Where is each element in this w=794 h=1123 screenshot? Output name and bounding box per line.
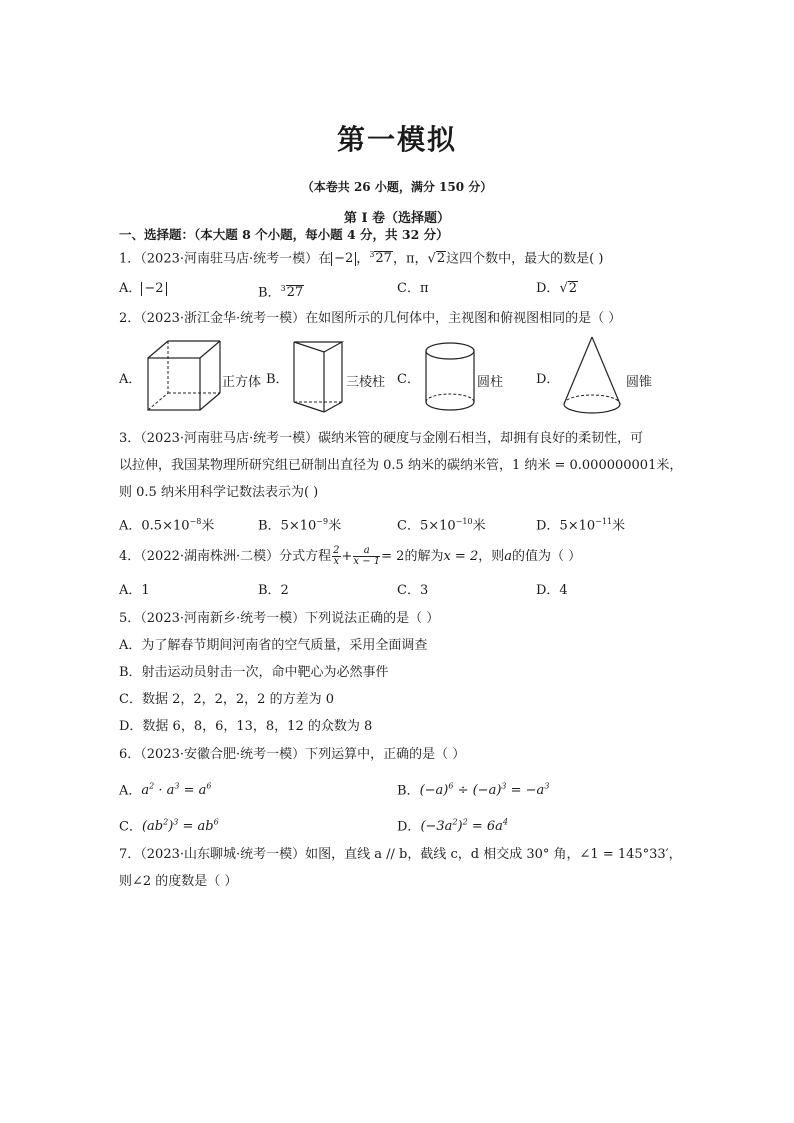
q4-option-a[interactable]: A．1 [119,583,150,598]
q4-frac1-den: x [333,556,340,567]
q6-d-expr: $(-3a^2)^2 = 6a^4$ [420,818,508,835]
q6-option-d[interactable] [397,814,508,836]
q1-a-label: A． [119,281,142,296]
q1-d-sqrt-symbol: √ [559,281,568,296]
q4-eq: = 2 [381,549,405,564]
q6-d-label: D． [397,819,421,835]
q2-a-text: 正方体 [222,375,262,390]
q2-option-d-label[interactable]: D． [536,372,560,387]
q5-option-b[interactable]: B．射击运动员射击一次，命中靶心为必然事件 [119,665,389,680]
q1-b-value: 27 [286,285,304,301]
q4-option-d[interactable]: D．4 [536,583,568,598]
q1-sep-3: ， [414,251,428,267]
question-5-stem: 5．（2023·河南新乡·统考一模）下列说法正确的是（ ） [119,611,440,626]
q1-cube-root: 27 [375,251,392,267]
q3-b-base: 5×10 [280,518,317,534]
q1-d-value: 2 [568,281,578,296]
q3-d-base: 5×10 [559,518,596,534]
q2-option-c-label[interactable]: C． [397,372,420,387]
q4-fraction-2 [353,546,380,567]
q1-b-index: 3 [280,284,286,293]
q4-frac2-den: x − 1 [353,556,381,567]
q1-sep-2: ， [392,251,406,267]
question-1-stem [119,246,603,268]
q6-option-c[interactable] [119,814,219,836]
q5-option-d[interactable]: D．数据 6，8，6，13，8，12 的众数为 8 [119,719,373,734]
page-title: 第一模拟 [336,123,457,156]
q4-option-b[interactable]: B．2 [258,583,289,598]
q3-a-unit: 米 [201,518,215,534]
q6-option-b[interactable] [397,778,549,800]
q1-b-label: B． [258,285,281,301]
q4-frac1-num: 2 [333,545,340,556]
q3-a-label: A． [119,518,142,534]
q1-cube-root-index: 3 [369,250,375,259]
q1-sqrt: 2 [436,251,446,267]
q3-option-c[interactable] [397,513,486,535]
q3-d-unit: 米 [612,518,626,534]
q1-option-b[interactable] [258,280,304,302]
q3-d-label: D． [536,518,560,534]
q2-option-b-label[interactable]: B． [266,372,289,387]
question-6-stem: 6．（2023·安徽合肥·统考一模）下列运算中，正确的是（ ） [119,747,466,762]
q2-b-text: 三棱柱 [346,375,386,390]
q2-d-text: 圆锥 [626,375,653,390]
q1-abs-value: −2 [331,252,356,266]
q6-c-expr: $(ab^2)^3 = ab^6$ [141,818,219,835]
q1-pi: π [405,251,415,267]
q3-a-base: 0.5×10 [141,518,190,534]
q3-b-exp: −9 [316,517,329,526]
q4-stem-b: 的解为 [404,549,444,564]
q1-c-label: C． [397,281,420,296]
q2-c-text: 圆柱 [477,375,504,390]
cube-figure [145,338,223,414]
q3-option-a[interactable] [119,513,214,535]
section-heading: 一、选择题：（本大题 8 个小题，每小题 4 分，共 32 分） [119,227,449,242]
triangular-prism-figure [290,338,346,418]
q4-solution: x = 2 [443,549,479,564]
q4-stem-a: 4．（2022·湖南株洲·二模）分式方程 [119,549,332,564]
q6-c-label: C． [119,819,142,835]
q3-a-exp: −8 [189,517,202,526]
question-2-stem: 2．（2023·浙江金华·统考一模）在如图所示的几何体中，主视图和俯视图相同的是（ ） [119,311,622,326]
q4-stem-d: 的值为（ ） [512,549,582,564]
question-3-line-3: 则 0.5 纳米用科学记数法表示为( ) [119,485,319,500]
q1-a-value: −2 [141,282,166,296]
q1-sqrt-symbol: √ [427,251,436,267]
q6-a-label: A． [119,783,142,799]
question-4-stem [119,546,581,567]
q3-option-d[interactable] [536,513,625,535]
q3-b-unit: 米 [328,518,342,534]
q4-plus: + [341,549,353,564]
question-3-line-2: 以拉伸，我国某物理所研究组已研制出直径为 0.5 纳米的碳纳米管，1 纳米 = 0.000000001米， [119,458,683,473]
cone-figure [560,334,624,418]
q3-c-exp: −10 [455,517,473,526]
q3-option-b[interactable] [258,513,341,535]
q3-c-unit: 米 [472,518,486,534]
q4-stem-c: ，则 [478,549,505,564]
q1-sep-1: ， [356,251,370,267]
q1-d-label: D． [536,281,560,296]
q5-option-a[interactable]: A．为了解春节期间河南省的空气质量，采用全面调查 [119,638,428,653]
q1-option-c[interactable] [397,280,429,298]
q6-b-label: B． [397,783,420,799]
q3-d-exp: −11 [595,517,613,526]
q2-option-a-label[interactable]: A． [119,372,142,387]
q1-stem-b: 这四个数中，最大的数是( ) [446,251,604,267]
q3-c-label: C． [397,518,420,534]
q4-frac2-num: a [353,546,380,557]
question-7-line-1: 7．（2023·山东聊城·统考一模）如图，直线 a // b，截线 c，d 相交成 30° 角，∠1 = 145°33′， [119,847,682,862]
q1-stem-a: 1．（2023·河南驻马店·统考一模）在 [119,251,332,267]
q4-variable: a [504,549,513,564]
cylinder-figure [422,340,478,416]
q6-a-expr: $a^2 \cdot a^3 = a^6$ [141,782,212,799]
q1-c-value: π [419,281,429,296]
q4-fraction-1 [332,546,340,567]
q5-option-c[interactable]: C．数据 2，2，2，2，2 的方差为 0 [119,692,334,707]
q4-option-c[interactable]: C．3 [397,583,429,598]
question-3-line-1: 3．（2023·河南驻马店·统考一模）碳纳米管的硬度与金刚石相当，却拥有良好的柔韧性，可 [119,431,644,446]
part-title: 第 I 卷（选择题） [343,211,451,226]
exam-subtitle: （本卷共 26 小题，满分 150 分） [301,180,493,194]
q1-option-a[interactable] [119,280,167,298]
question-7-line-2: 则∠2 的度数是（ ） [119,874,238,889]
q3-c-base: 5×10 [419,518,456,534]
q6-b-expr: $(-a)^6 \div (-a)^3 = -a^3$ [419,782,550,799]
q6-option-a[interactable] [119,778,212,800]
q1-option-d[interactable] [536,280,578,298]
q3-b-label: B． [258,518,281,534]
